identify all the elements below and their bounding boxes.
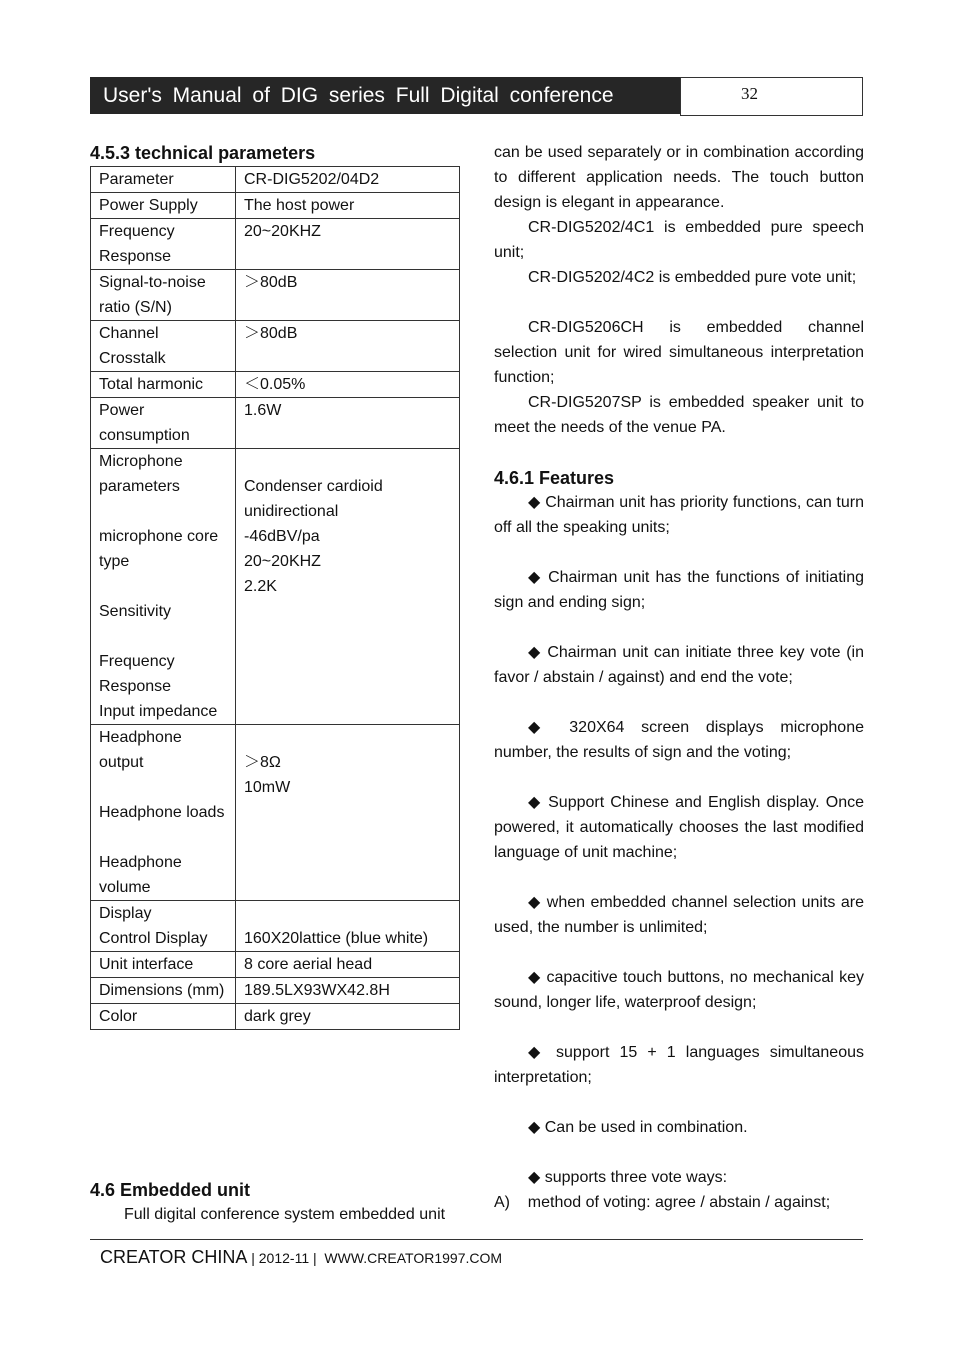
parameter-value-cell: Condenser cardioid unidirectional -46dBV/pa 20~20KHZ 2.2K [236,449,460,725]
parameter-value-cell: 20~20KHZ [236,219,460,270]
unit-description: CR-DIG5206CH is embedded channel selection unit for wired simultaneous interpretation function; [494,319,864,386]
parameter-value-cell: ＜0.05% [236,372,460,398]
section-4-6-1-title: 4.6.1 Features [494,468,615,488]
embedded-unit-intro: Full digital conference system embedded unit [124,1206,446,1223]
table-row [91,219,460,270]
table-row [91,321,460,372]
parameter-value-cell: 8 core aerial head [236,952,460,978]
section-4-5-3-title: 4.5.3 technical parameters [90,143,316,163]
feature-item: ◆ Support Chinese and English display. Once powered, it automatically chooses the last modified language of unit machine; [494,794,864,861]
feature-item: ◆ when embedded channel selection units are used, the number is unlimited; [494,894,864,936]
page-number: 32 [680,77,863,116]
parameter-name-cell: Microphone parameters microphone core type Sensitivity Frequency Response Input impedance [91,449,236,725]
feature-item: ◆ Can be used in combination. [528,1119,748,1136]
table-row [91,725,460,901]
feature-item: ◆ supports three vote ways: [528,1169,728,1186]
table-row [91,978,460,1004]
footer-brand: CREATOR CHINA [100,1247,248,1267]
parameter-value-cell: ＞80dB [236,270,460,321]
table-row [91,372,460,398]
table-row [91,901,460,952]
parameter-name-cell: Signal-to-noise ratio (S/N) [91,270,236,321]
unit-description: CR-DIG5202/4C1 is embedded pure speech unit; [494,219,864,261]
parameter-name-cell: Unit interface [91,952,236,978]
footer-date: | 2012-11 | [247,1250,321,1266]
table-row [91,449,460,725]
unit-description: CR-DIG5207SP is embedded speaker unit to meet the needs of the venue PA. [494,394,864,436]
parameter-name-cell: Power Supply [91,193,236,219]
table-row [91,193,460,219]
parameter-name-cell: Color [91,1004,236,1030]
parameter-value-cell: 160X20lattice (blue white) [236,901,460,952]
table-row [91,398,460,449]
feature-item: ◆ capacitive touch buttons, no mechanical key sound, longer life, waterproof design; [494,969,864,1011]
embedded-unit-continued: can be used separately or in combination according to different application needs. The touch button design is elegant in appearance. [494,144,864,211]
parameter-value-cell: dark grey [236,1004,460,1030]
technical-parameters-table [90,166,460,1030]
parameter-name-cell: Display Control Display [91,901,236,952]
feature-item: ◆ Chairman unit has the functions of initiating sign and ending sign; [494,569,864,611]
parameter-name-cell: Total harmonic [91,372,236,398]
footer-website: WWW.CREATOR1997.COM [320,1250,503,1266]
parameter-value-cell: The host power [236,193,460,219]
header-title: User's Manual of DIG series Full Digital conference [90,77,680,114]
parameter-name-cell: Channel Crosstalk [91,321,236,372]
parameter-name-cell: Parameter [91,167,236,193]
footer-divider [90,1239,863,1240]
footer [100,1247,502,1268]
section-4-6-title: 4.6 Embedded unit [90,1180,251,1200]
table-row [91,952,460,978]
vote-way-item: A) method of voting: agree / abstain / against; [494,1194,831,1211]
table-row [91,167,460,193]
feature-item: ◆ support 15 + 1 languages simultaneous interpretation; [494,1044,864,1086]
parameter-value-cell: ＞80dB [236,321,460,372]
parameter-value-cell: CR-DIG5202/04D2 [236,167,460,193]
parameter-value-cell: 189.5LX93WX42.8H [236,978,460,1004]
feature-item: ◆ Chairman unit can initiate three key vote (in favor / abstain / against) and end the vote; [494,644,864,686]
table-row [91,1004,460,1030]
table-row [91,270,460,321]
feature-item: ◆ Chairman unit has priority functions, can turn off all the speaking units; [494,494,864,536]
unit-description: CR-DIG5202/4C2 is embedded pure vote unit; [528,269,857,286]
parameter-name-cell: Headphone output Headphone loads Headphone volume [91,725,236,901]
parameter-name-cell: Dimensions (mm) [91,978,236,1004]
parameter-name-cell: Frequency Response [91,219,236,270]
feature-item: ◆ 320X64 screen displays microphone number, the results of sign and the voting; [494,719,864,761]
parameter-value-cell: 1.6W [236,398,460,449]
parameter-value-cell: ＞8Ω 10mW [236,725,460,901]
parameter-name-cell: Power consumption [91,398,236,449]
